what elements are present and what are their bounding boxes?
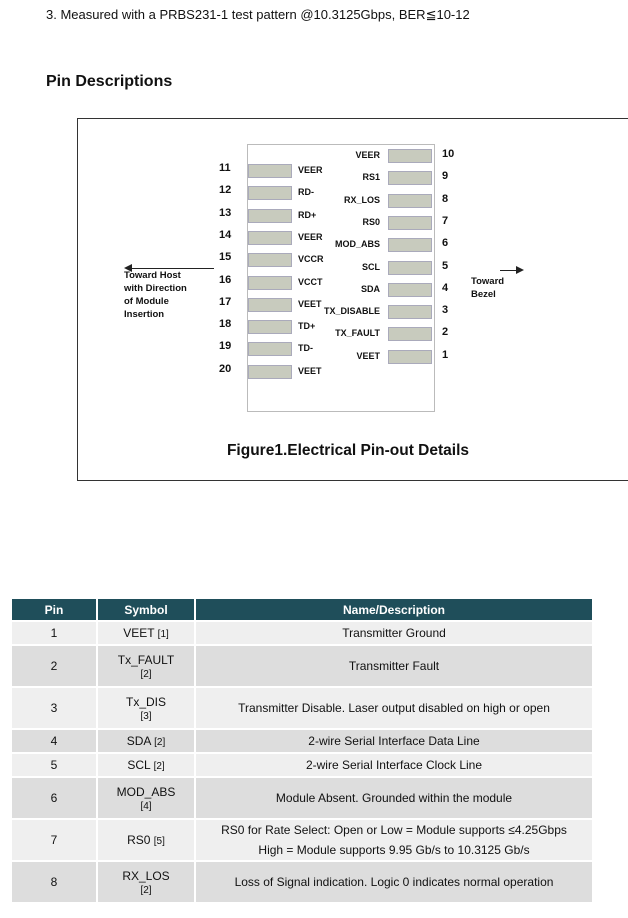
description-line: RS0 for Rate Select: Open or Low = Module supports ≤4.25Gbps <box>221 823 567 837</box>
cell-description <box>196 622 592 644</box>
pin-number-right: 1 <box>442 349 449 361</box>
pin-signal-left: VCCR <box>298 254 324 264</box>
pin-signal-right: TX_DISABLE <box>323 306 380 316</box>
description-line: 2-wire Serial Interface Clock Line <box>305 758 483 772</box>
pin-number-left: 14 <box>219 229 232 241</box>
pin-number-left: 19 <box>219 340 232 352</box>
cell-pin: 8 <box>12 862 96 902</box>
pin-number-left: 12 <box>219 184 232 196</box>
pinout-figure <box>77 118 628 481</box>
pin-signal-left: RD- <box>298 187 314 197</box>
cell-description <box>196 862 592 902</box>
pin-number-right: 4 <box>442 282 449 294</box>
header-pin: Pin <box>12 599 96 620</box>
symbol-ref: [2] <box>140 884 152 896</box>
description-line: 2-wire Serial Interface Data Line <box>308 734 480 748</box>
pin-pad-left <box>248 365 292 379</box>
pin-signal-left: RD+ <box>298 210 317 220</box>
pin-signal-right: RS0 <box>362 217 380 227</box>
pin-pad-left <box>248 164 292 178</box>
cell-symbol <box>98 730 194 752</box>
table-row <box>12 820 592 860</box>
pin-pad-left <box>248 298 292 312</box>
pin-pad-left <box>248 186 292 200</box>
table-row <box>12 862 592 902</box>
cell-symbol <box>98 778 194 818</box>
cell-pin: 3 <box>12 688 96 728</box>
pin-signal-right: VEET <box>356 351 380 361</box>
pin-signal-left: VEET <box>298 299 322 309</box>
pin-pad-right <box>388 171 432 185</box>
cell-description <box>196 778 592 818</box>
description-line: Transmitter Ground <box>342 626 446 640</box>
header-symbol: Symbol <box>98 599 194 620</box>
cell-symbol <box>98 754 194 776</box>
pin-number-left: 13 <box>219 207 232 219</box>
table-row <box>12 646 592 686</box>
pin-number-right: 9 <box>442 170 449 182</box>
pin-signal-right: SCL <box>362 262 380 272</box>
pin-signal-right: VEER <box>355 150 380 160</box>
table-row <box>12 754 592 776</box>
cell-pin: 7 <box>12 820 96 860</box>
pin-number-right: 2 <box>442 326 449 338</box>
pin-pad-right <box>388 194 432 208</box>
pin-pad-right <box>388 327 432 341</box>
arrow-right-icon <box>516 266 524 274</box>
table-row <box>12 778 592 818</box>
cell-description <box>196 688 592 728</box>
pin-pad-right <box>388 305 432 319</box>
symbol-name: RX_LOS <box>122 868 170 883</box>
cell-pin: 2 <box>12 646 96 686</box>
pin-signal-left: TD+ <box>298 321 316 331</box>
cell-description <box>196 754 592 776</box>
pin-pad-right <box>388 283 432 297</box>
pin-pad-left <box>248 209 292 223</box>
symbol-ref: [2] <box>154 737 166 748</box>
pin-pad-left <box>248 342 292 356</box>
pin-signal-left: TD- <box>298 343 313 353</box>
symbol-name: VEET <box>123 626 155 640</box>
pin-pad-right <box>388 149 432 163</box>
toward-bezel-label: Toward Bezel <box>471 276 505 300</box>
pin-number-right: 10 <box>442 148 455 160</box>
pin-pad-left <box>248 320 292 334</box>
pin-pad-left <box>248 231 292 245</box>
cell-pin: 1 <box>12 622 96 644</box>
description-line-2: High = Module supports 9.95 Gb/s to 10.3125 Gb/s <box>258 843 530 857</box>
cell-pin: 6 <box>12 778 96 818</box>
symbol-name: SDA <box>126 734 151 748</box>
pin-description-table <box>10 597 594 904</box>
toward-host-label: Toward Host with Direction of Module Insertion <box>124 270 187 320</box>
pin-number-right: 8 <box>442 193 449 205</box>
cell-symbol <box>98 646 194 686</box>
measurement-note: 3. Measured with a PRBS231-1 test pattern @10.3125Gbps, BER≦10-12 <box>46 7 470 22</box>
table-row <box>12 622 592 644</box>
cell-symbol <box>98 622 194 644</box>
description-line: Transmitter Disable. Laser output disabled on high or open <box>238 701 550 715</box>
pin-number-left: 18 <box>219 318 232 330</box>
pin-signal-right: MOD_ABS <box>334 239 380 249</box>
cell-description <box>196 646 592 686</box>
description-line: Loss of Signal indication. Logic 0 indicates normal operation <box>234 875 554 889</box>
pin-pad-right <box>388 216 432 230</box>
table-row <box>12 688 592 728</box>
table-row <box>12 730 592 752</box>
cell-symbol <box>98 688 194 728</box>
pin-pad-right <box>388 261 432 275</box>
figure-caption: Figure1.Electrical Pin-out Details <box>226 442 470 459</box>
pin-pad-left <box>248 253 292 267</box>
cell-pin: 5 <box>12 754 96 776</box>
pin-number-right: 6 <box>442 237 449 249</box>
pin-number-left: 11 <box>219 162 231 174</box>
pin-number-left: 16 <box>219 274 232 286</box>
cell-symbol <box>98 862 194 902</box>
pin-number-left: 17 <box>219 296 232 308</box>
cell-description <box>196 820 592 860</box>
pin-signal-right: TX_FAULT <box>335 328 380 338</box>
symbol-ref: [5] <box>153 836 165 847</box>
pin-signal-left: VEER <box>298 165 323 175</box>
pin-number-right: 7 <box>442 215 449 227</box>
symbol-name: MOD_ABS <box>116 784 176 799</box>
symbol-name: RS0 <box>127 833 151 847</box>
pin-number-right: 3 <box>442 304 449 316</box>
cell-pin: 4 <box>12 730 96 752</box>
symbol-ref: [4] <box>140 800 152 812</box>
pin-signal-right: SDA <box>360 284 380 294</box>
pin-signal-right: RX_LOS <box>343 195 380 205</box>
cell-symbol <box>98 820 194 860</box>
section-title: Pin Descriptions <box>46 73 173 90</box>
pin-pad-left <box>248 276 292 290</box>
symbol-ref: [2] <box>140 668 152 680</box>
symbol-name: SCL <box>127 758 151 772</box>
pin-number-right: 5 <box>442 260 449 272</box>
pin-signal-left: VCCT <box>298 277 323 287</box>
pin-pad-right <box>388 350 432 364</box>
pin-signal-left: VEET <box>298 366 322 376</box>
description-line: Module Absent. Grounded within the module <box>275 791 513 805</box>
symbol-name: Tx_DIS <box>125 694 166 709</box>
pin-number-left: 15 <box>219 251 232 263</box>
symbol-ref: [3] <box>140 710 152 722</box>
pin-pad-right <box>388 238 432 252</box>
pin-number-left: 20 <box>219 363 232 375</box>
pin-signal-right: RS1 <box>362 172 380 182</box>
description-line: Transmitter Fault <box>348 659 440 673</box>
pin-signal-left: VEER <box>298 232 323 242</box>
symbol-name: Tx_FAULT <box>117 652 175 667</box>
symbol-ref: [2] <box>153 761 165 772</box>
symbol-ref: [1] <box>157 629 169 640</box>
header-description: Name/Description <box>196 599 592 620</box>
cell-description <box>196 730 592 752</box>
